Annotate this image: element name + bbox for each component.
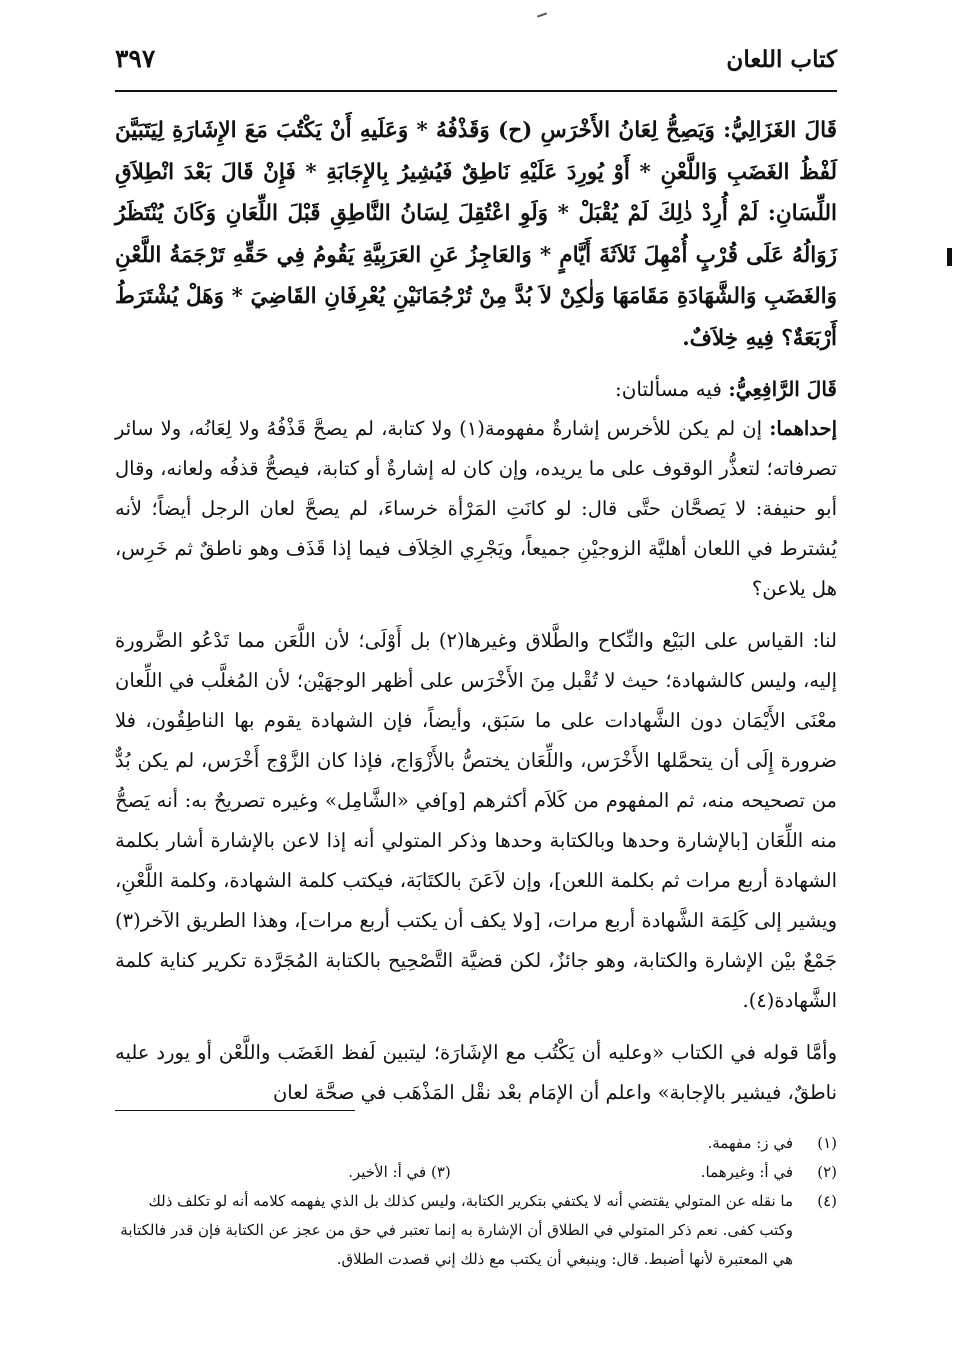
footnote-number: (١) <box>817 1134 837 1152</box>
footnote-4 <box>115 1187 837 1274</box>
paragraph-2: لنا: القياس على البَيْع والنِّكاح والطَّلاق وغيرها(٢) بل أَوْلَى؛ لأن اللَّعَن مما تَدْعُو الضَّرورة إليه، وليس كالشهادة؛ حيث لا تُقْبل مِنَ الأَخْرَس على أظهر الوجهَيْن؛ لأن المُغلَّب في اللِّعان معْنَى الأَيْمَان دون الشَّهادات على ما سَبَق، وأيضاً، فإن الشهادة يقوم بها الناطِقُون، فلا ضرورة إِلَى أن يتحمَّلها الأَخْرَس، واللِّعَان يختصُّ بالأَزْوَاج، فإذا كان الزَّوْج أَخْرَس، لم يكن بُدٌّ من تصحيحه منه، ثم المفهوم من كَلاَم أكثرهم [و]في «الشَّامِل» وغيره تصريحٌ به: أنه يَصحُّ منه اللِّعَان [بالإشارة وحدها وبالكتابة وحدها وذكر المتولي أنه إذا لاعن بالإشارة أشار بكلمة الشهادة أربع مرات ثم بكلمة اللعن]، وإن لاَعَنَ بالكتَابَة، فيكتب كلمة الشهادة، وكلمة اللَّعْنِ، ويشير إلى كَلِمَة الشَّهادة أربع مرات، [ولا يكف أن يكتب أربع مرات]، وهذا الطريق الآخر(٣) جَمْعٌ بيْن الإشارة والكتابة، وهو جائزٌ، لكن قضيَّة التَّصْحِيح بالكتابة المُجَرَّدة تكرير كناية كلمة الشَّهادة(٤). <box>115 629 837 1012</box>
margin-mark <box>947 248 952 266</box>
book-title: كتاب اللعان <box>726 46 837 73</box>
paragraph-1-text: إن لم يكن للأخرس إشارةٌ مفهومة(١) ولا كتابة، لم يصحَّ قَذْفُهُ ولا لِعَانُه، ولا سائر تصرفاته؛ لتعذُّر الوقوف على ما يريده، وإن كان له إشارةٌ أو كتابة، فيصحُّ قذفُه ولعانه، وقال أبو حنيفة: لا يَصحَّان حتَّى قال: لو كانَتِ المَرْأة خرساءَ، لم يصحَّ لعان الرجل أيضاً؛ لأنه يُشترط في اللعان أهليَّة الزوجيْنِ جميعاً، ويَجْرِي الخِلاَف فيما إذا قَذَف وهو ناطقٌ ثم خَرِس، هل يلاعن؟ <box>115 417 837 600</box>
footnote-2-3 <box>115 1158 837 1187</box>
footnote-list <box>115 1129 837 1274</box>
footnote-1 <box>115 1129 837 1158</box>
footnote-pair <box>115 1158 793 1187</box>
footnote-separator <box>115 1110 355 1111</box>
page <box>115 38 837 1338</box>
scan-mark <box>537 12 547 17</box>
sharh-heading-rest: فيه مسألتان: <box>615 377 722 401</box>
running-header <box>115 38 837 92</box>
footnote-text: (٣) في أ: الأخير. <box>348 1163 451 1181</box>
paragraph-3: وأمَّا قوله في الكتاب «وعليه أن يَكْتُب مع الإشَارَة؛ ليتبين لَفظ الغَضَب واللَّعْن أو يورد عليه ناطقٌ، فيشير بالإجابة» واعلم أن الإمَام بعْد نقْل المَذْهَب في صحَّة لعان <box>115 1041 837 1104</box>
paragraph-1 <box>115 409 837 609</box>
footnote-number: (٤) <box>817 1192 837 1210</box>
paragraph-1-lead: إحداهما: <box>769 417 838 440</box>
sharh-heading <box>115 369 837 409</box>
footnote-text: ما نقله عن المتولي يقتضي أنه لا يكتفي بتكرير الكتابة، وليس كذلك بل الذي يفهمه كلامه أنه لو تكلف ذلك وكتب كفى. نعم ذكر المتولي في الطلاق أن الإشارة به إنما تعتبر في حق من عجز عن الكتابة فإن قدر فالكتابة هي المعتبرة لأنها أضبط. قال: وينبغي أن يكتب مع ذلك إني قصدت الطلاق. <box>120 1192 793 1268</box>
footnote-number: (٢) <box>817 1163 837 1181</box>
page-number: ٣٩٧ <box>115 44 156 73</box>
footnote-text: في أ: وغيرهما. <box>700 1163 793 1181</box>
footnote-text: في ز: مفهمة. <box>707 1134 793 1152</box>
sharh-author: قَالَ الرَّافِعِيُّ: <box>728 377 837 401</box>
footnotes <box>115 1110 837 1274</box>
matn-text: قَالَ الغَزَالِيُّ: وَيَصِحُّ لِعَانُ الأَخْرَسِ (ح) وَقَذْفُهُ * وَعَلَيهِ أَنْ يَكْتُبَ مَعَ الإِشَارَةِ لِيَتَبَيَّنَ لَفْظُ الغَضَبِ وَاللَّعْنِ * أَوْ يُورِدَ عَلَيْهِ نَاطِقٌ فَيُشِيرُ بِالإِجَابَةِ * فَإِنْ قَالَ بَعْدَ انْطِلاَقِ اللِّسَانِ: لَمْ أُرِدْ ذٰلِكَ لَمْ يُقْبَلْ * وَلَوِ اعْتُقِلَ لِسَانُ النَّاطِقِ قَبْلَ اللِّعَانِ وَكَانَ يُنْتَظَرُ زَوَالُهُ عَلَى قُرْبٍ أُمْهِلَ ثَلاَثَةَ أَيَّامٍ * وَالعَاجِزُ عَنِ العَرَبِيَّةِ يَقُومُ فِي حَقِّهِ تَرْجَمَةُ اللَّعْنِ وَالغَضَبِ وَالشَّهَادَةِ مَقَامَهَا وَلٰكِنْ لاَ بُدَّ مِنْ تُرْجُمَانَيْنِ يُعْرِفَانِ القَاضِيَ * وَهَلْ يُشْتَرَطُ أَرْبَعَةٌ؟ فِيهِ خِلاَفٌ. <box>115 118 837 351</box>
